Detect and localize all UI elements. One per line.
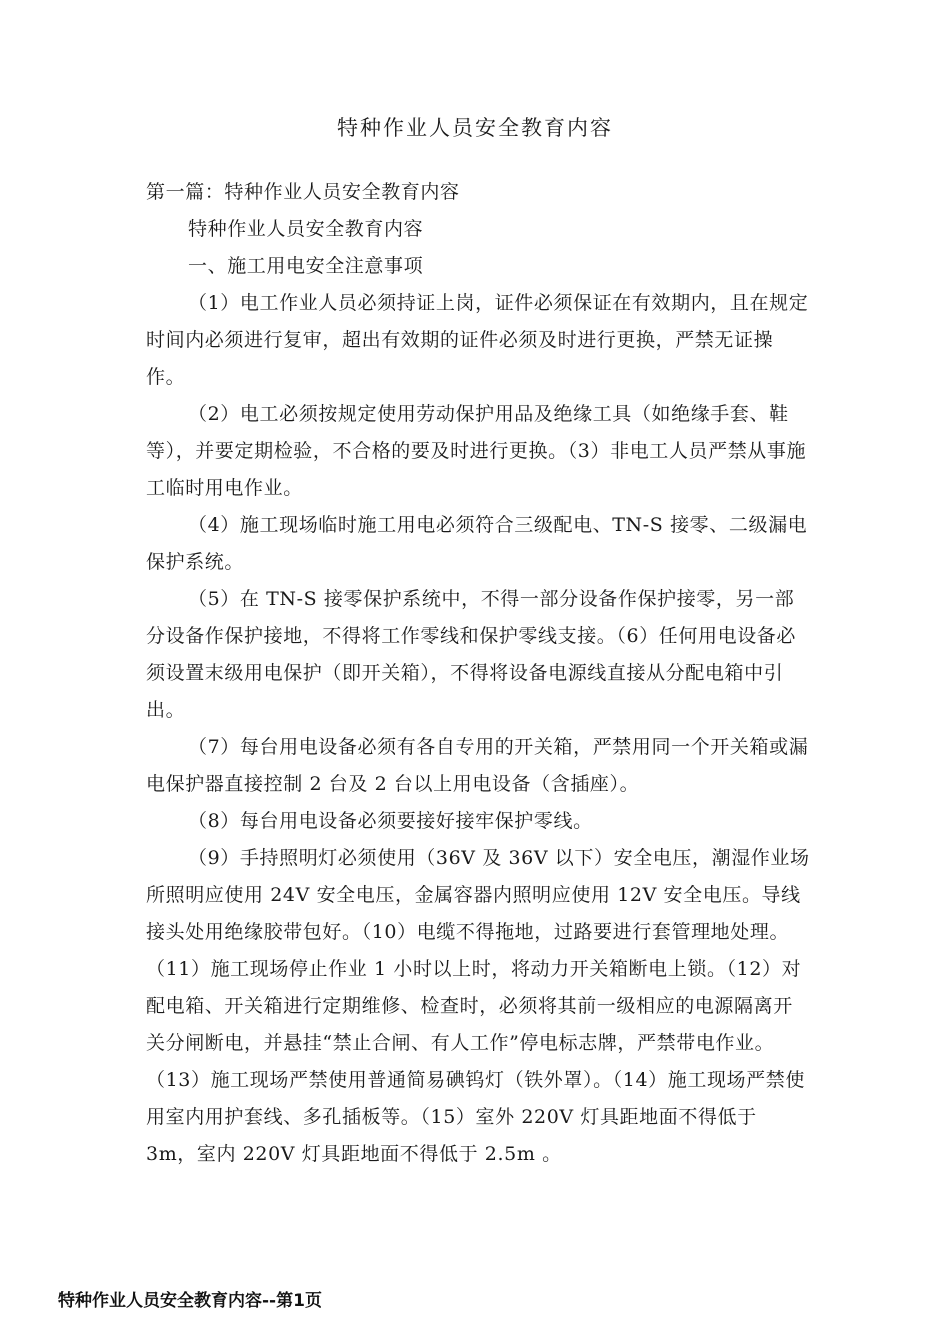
paragraph-5: （7）每台用电设备必须有各自专用的开关箱，严禁用同一个开关箱或漏电保护器直接控制 2 台及 2 台以上用电设备（含插座）。 — [146, 736, 809, 795]
paragraph-3: （4）施工现场临时施工用电必须符合三级配电、TN-S 接零、二级漏电保护系统。 — [146, 514, 808, 573]
paragraph-7: （9）手持照明灯必须使用（36V 及 36V 以下）安全电压，潮湿作业场所照明应使用 24V 安全电压，金属容器内照明应使用 12V 安全电压。导线接头处用绝缘胶带包好。（10）电缆不得拖地，过路要进行套管理地处理。（11）施工现场停止作业 1 小时以上时，将动力开关箱断电上锁。（12）对配电箱、开关箱进行定期维修、检查时，必须将其前一级相应的电源隔离开关分闸断电，并悬挂“禁止合闸、有人工作”停电标志牌，严禁带电作业。（13）施工现场严禁使用普通简易碘钨灯（铁外罩）。（14）施工现场严禁使用室内用护套线、多孔插板等。（15）室外 220V 灯具距地面不得低于 3m，室内 220V 灯具距地面不得低于 2.5m 。 — [146, 847, 810, 1165]
sub-heading: 特种作业人员安全教育内容 — [188, 218, 424, 240]
paragraph-6: （8）每台用电设备必须要接好接牢保护零线。 — [188, 810, 593, 832]
section-heading: 一、施工用电安全注意事项 — [188, 255, 424, 277]
page-footer: 特种作业人员安全教育内容--第1页 — [58, 1291, 322, 1311]
document-title: 特种作业人员安全教育内容 — [337, 116, 613, 140]
chapter-heading: 第一篇：特种作业人员安全教育内容 — [146, 181, 460, 203]
paragraph-2: （2）电工必须按规定使用劳动保护用品及绝缘工具（如绝缘手套、鞋等），并要定期检验，不合格的要及时进行更换。（3）非电工人员严禁从事施工临时用电作业。 — [146, 403, 807, 499]
paragraph-1: （1）电工作业人员必须持证上岗，证件必须保证在有效期内，且在规定时间内必须进行复审，超出有效期的证件必须及时进行更换，严禁无证操作。 — [146, 292, 809, 388]
paragraph-4: （5）在 TN-S 接零保护系统中，不得一部分设备作保护接零，另一部分设备作保护接地，不得将工作零线和保护零线支接。（6）任何用电设备必须设置末级用电保护（即开关箱），不得将设备电源线直接从分配电箱中引出。 — [146, 588, 796, 721]
document-body — [146, 174, 810, 1173]
